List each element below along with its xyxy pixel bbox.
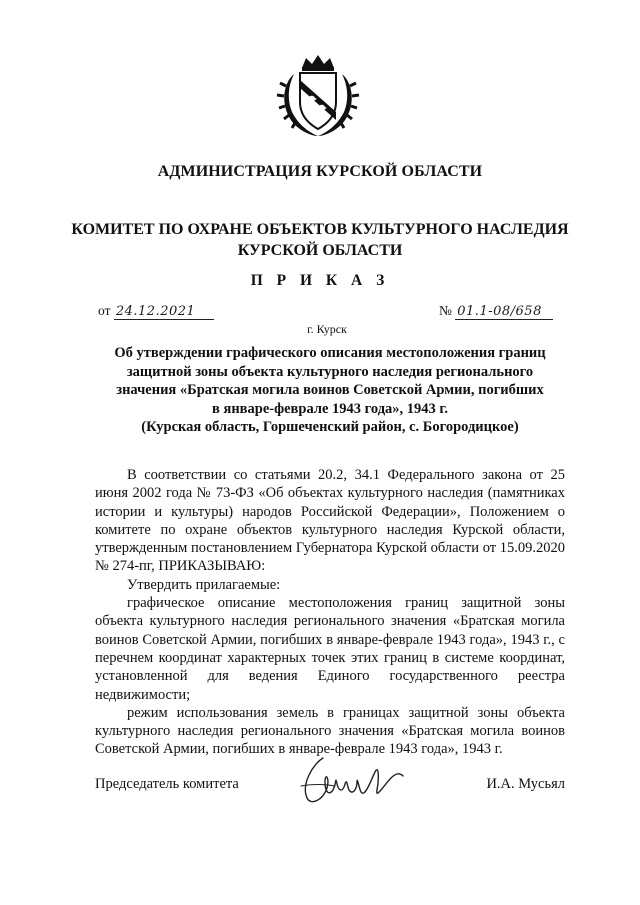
committee-heading-line2: КУРСКОЙ ОБЛАСТИ (237, 242, 403, 259)
subject-line: значения «Братская могила воинов Советской Армии, погибших (116, 382, 544, 399)
signatory-name: И.А. Мусьял (486, 776, 565, 792)
administration-heading: АДМИНИСТРАЦИЯ КУРСКОЙ ОБЛАСТИ (157, 163, 483, 180)
order-date (98, 303, 214, 320)
subject-line: (Курская область, Горшеченский район, с. Богородицкое) (141, 419, 519, 436)
date-value: 24.12.2021 (114, 304, 214, 320)
subject-line: Об утверждении графического описания местоположения границ (114, 345, 546, 361)
subject-line: в январе-феврале 1943 года», 1943 г. (212, 400, 448, 417)
order-body (95, 466, 565, 759)
document-type-title: П Р И К А З (250, 272, 390, 289)
committee-heading (0, 219, 640, 261)
body-paragraph: В соответствии со статьями 20.2, 34.1 Федерального закона от 25 июня 2002 года № 73-ФЗ «Об объектах культурного наследия (памятниках истории и культуры) народов Российской Федерации», Положением о комитете по охране объектов культурного наследия Курской области, утвержденным постановлением Губернатора Курской области от 15.09.2020 № 274-пг, ПРИКАЗЫВАЮ: (95, 467, 565, 575)
handwritten-signature-icon (295, 750, 410, 810)
body-paragraph: режим использования земель в границах защитной зоны объекта культурного наследия регионального значения «Братская могила воинов Советской Армии, погибших в январе-феврале 1943 года», 1943 г. (95, 704, 565, 758)
order-subject (95, 344, 565, 437)
body-paragraph: графическое описание местоположения границ защитной зоны объекта культурного наследия регионального значения «Братская могила воинов Советской Армии, погибших в январе-феврале 1943 года», 1943 г., с перечнем координат характерных точек этих границ в системе координат, установленной для ведения Единого государственного реестра недвижимости; (95, 595, 565, 703)
order-number (439, 303, 553, 320)
kursk-coat-of-arms-icon (272, 50, 364, 142)
city-label: г. Курск (307, 322, 347, 336)
number-value: 01.1-08/658 (455, 304, 553, 320)
committee-heading-line1: КОМИТЕТ ПО ОХРАНЕ ОБЪЕКТОВ КУЛЬТУРНОГО НАСЛЕДИЯ (71, 221, 569, 238)
number-label: № (439, 303, 452, 318)
body-paragraph: Утвердить прилагаемые: (127, 576, 281, 593)
signatory-title: Председатель комитета (95, 776, 239, 792)
subject-line: защитной зоны объекта культурного наследия регионального (126, 363, 534, 380)
date-label: от (98, 303, 111, 318)
